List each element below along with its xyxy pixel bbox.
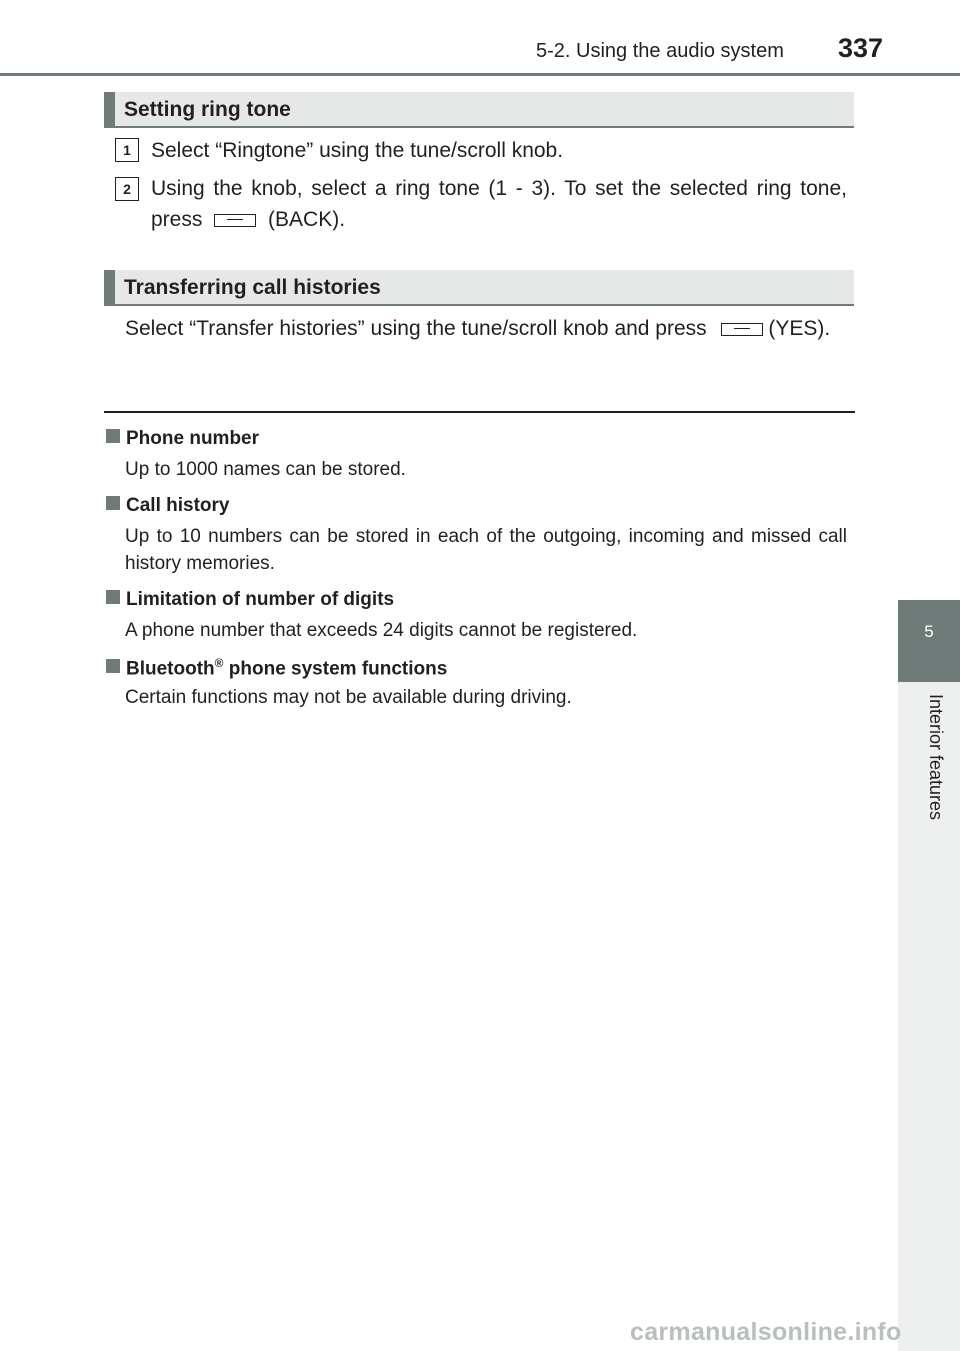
note-body: A phone number that exceeds 24 digits cannot be registered. bbox=[125, 620, 638, 641]
note-title-text: Bluetooth bbox=[126, 658, 215, 680]
note-body: Up to 10 numbers can be stored in each of the outgoing, incoming and missed call history memories. bbox=[125, 526, 847, 574]
watermark: carmanualsonline.info bbox=[630, 1318, 902, 1346]
section-heading-transfer-histories bbox=[104, 270, 854, 306]
note-body: Certain functions may not be available during driving. bbox=[125, 687, 572, 708]
note-title bbox=[106, 656, 447, 680]
step-number-badge: 2 bbox=[115, 177, 139, 201]
note-body: Up to 1000 names can be stored. bbox=[125, 459, 406, 480]
divider bbox=[104, 411, 855, 413]
note-title bbox=[106, 589, 394, 611]
note-title-text: phone system functions bbox=[223, 658, 448, 680]
note-title bbox=[106, 428, 259, 450]
registered-mark: ® bbox=[214, 656, 224, 670]
running-header-title: 5-2. Using the audio system bbox=[536, 40, 784, 62]
chapter-tab bbox=[898, 600, 960, 682]
chapter-title: Interior features bbox=[926, 694, 946, 821]
note-bullet-icon bbox=[106, 590, 120, 604]
step-text-part: (BACK). bbox=[268, 208, 346, 231]
section-heading-ring-tone bbox=[104, 92, 854, 128]
back-button-icon bbox=[214, 214, 256, 227]
section-body bbox=[125, 313, 847, 344]
note-title-text: Phone number bbox=[126, 428, 260, 449]
step-text-part: Using the knob, select a ring tone (1 - 3). To set the selected ring tone, press bbox=[151, 177, 847, 231]
step-text bbox=[151, 173, 847, 235]
chapter-number: 5 bbox=[924, 622, 934, 641]
header-rule bbox=[0, 73, 960, 76]
section-body-text: Select “Transfer histories” using the tune/scroll knob and press bbox=[125, 317, 707, 340]
note-bullet-icon bbox=[106, 429, 120, 443]
note-title-text: Call history bbox=[126, 495, 230, 516]
note-bullet-icon bbox=[106, 659, 120, 673]
note-bullet-icon bbox=[106, 496, 120, 510]
chapter-strip bbox=[898, 682, 960, 1351]
step-number-badge: 1 bbox=[115, 138, 139, 162]
step-text: Select “Ringtone” using the tune/scroll knob. bbox=[151, 139, 564, 162]
page-number: 337 bbox=[838, 33, 884, 63]
yes-button-icon bbox=[721, 323, 763, 336]
section-heading-text: Transferring call histories bbox=[124, 276, 381, 299]
section-body-text: (YES). bbox=[768, 317, 831, 340]
section-heading-text: Setting ring tone bbox=[124, 98, 291, 121]
note-title-text: Limitation of number of digits bbox=[126, 589, 395, 610]
note-title bbox=[106, 495, 229, 517]
